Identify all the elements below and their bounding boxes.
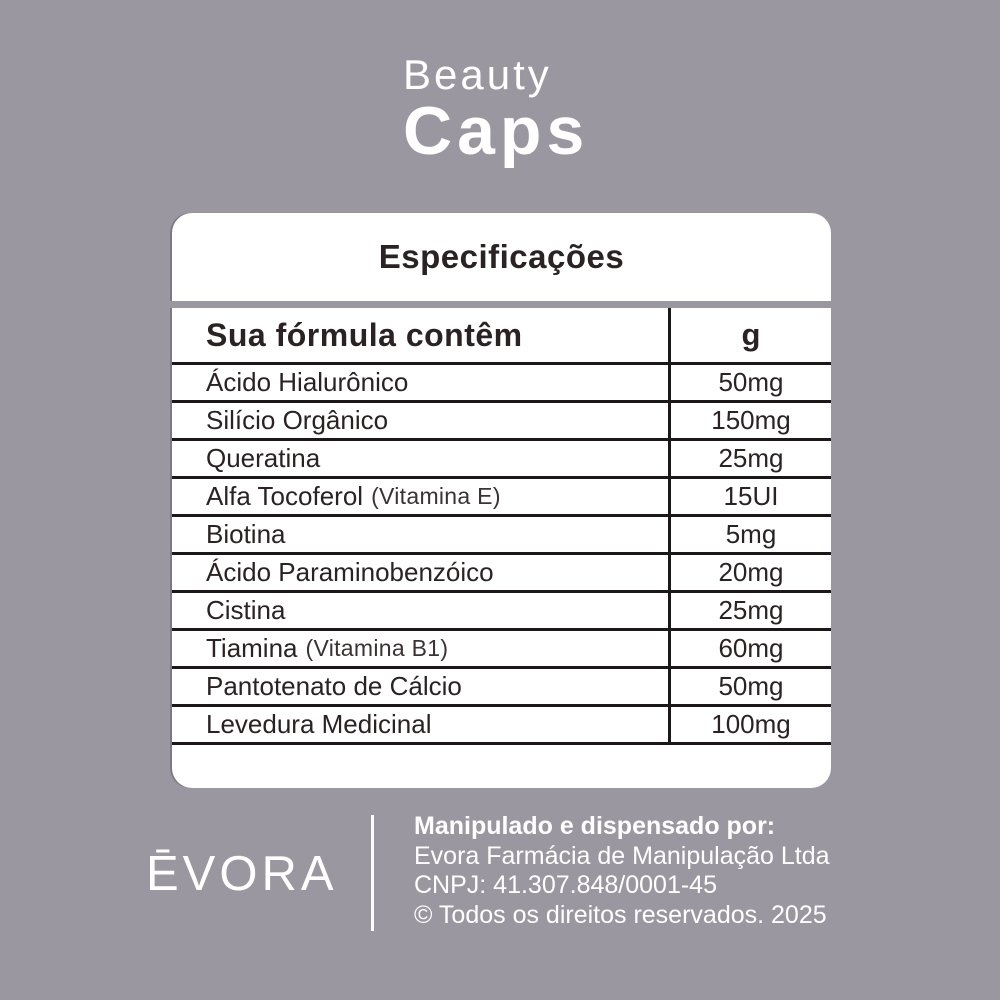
pharmacy-info: [414, 812, 830, 930]
ingredient-amount: 5mg: [668, 517, 831, 552]
table-row: [172, 593, 831, 631]
ingredient-name: Ácido Paraminobenzóico: [206, 557, 494, 587]
product-title-line1: Beauty: [403, 51, 552, 98]
ingredient-amount: 50mg: [668, 365, 831, 400]
specifications-table: [172, 308, 831, 788]
table-row: [172, 669, 831, 707]
table-header-row: [172, 308, 831, 365]
footer-divider: [371, 815, 374, 931]
ingredient-amount: 60mg: [668, 631, 831, 666]
pharmacy-cnpj: CNPJ: 41.307.848/0001-45: [414, 871, 717, 899]
table-row: [172, 479, 831, 517]
ingredient-amount: 20mg: [668, 555, 831, 590]
table-row: [172, 403, 831, 441]
ingredient-note: (Vitamina B1): [305, 635, 449, 661]
ingredient-name: Pantotenato de Cálcio: [206, 671, 462, 701]
copyright-notice: © Todos os direitos reservados. 2025: [414, 900, 827, 929]
specifications-header-box: [172, 213, 831, 301]
ingredient-amount: 100mg: [668, 707, 831, 742]
ingredient-name: Queratina: [206, 443, 321, 473]
ingredient-amount: 15UI: [668, 479, 831, 514]
ingredient-name: Levedura Medicinal: [206, 709, 432, 739]
specifications-title: Especificações: [378, 238, 625, 275]
product-title: [403, 51, 590, 169]
ingredient-name: Ácido Hialurônico: [206, 367, 409, 397]
ingredient-name: Silício Orgânico: [206, 405, 389, 435]
table-row: [172, 365, 831, 403]
column-header-unit: g: [668, 308, 831, 362]
ingredient-amount: 25mg: [668, 593, 831, 628]
ingredient-name: Tiamina: [206, 633, 298, 663]
evora-logo: ĒVORA: [146, 847, 338, 901]
ingredient-amount: 150mg: [668, 403, 831, 438]
product-title-line2: Caps: [403, 93, 590, 169]
ingredient-name: Biotina: [206, 519, 286, 549]
table-row: [172, 441, 831, 479]
ingredient-amount: 50mg: [668, 669, 831, 704]
pharmacy-info-heading: Manipulado e dispensado por:: [414, 812, 776, 840]
ingredient-name: Alfa Tocoferol: [206, 481, 364, 511]
table-row: [172, 707, 831, 745]
table-row: [172, 631, 831, 669]
table-row: [172, 555, 831, 593]
pharmacy-name: Evora Farmácia de Manipulação Ltda: [414, 841, 830, 870]
ingredient-amount: 25mg: [668, 441, 831, 476]
column-header-formula: Sua fórmula contêm: [206, 316, 523, 353]
ingredient-note: (Vitamina E): [371, 483, 501, 509]
ingredient-name: Cistina: [206, 595, 286, 625]
table-row: [172, 517, 831, 555]
